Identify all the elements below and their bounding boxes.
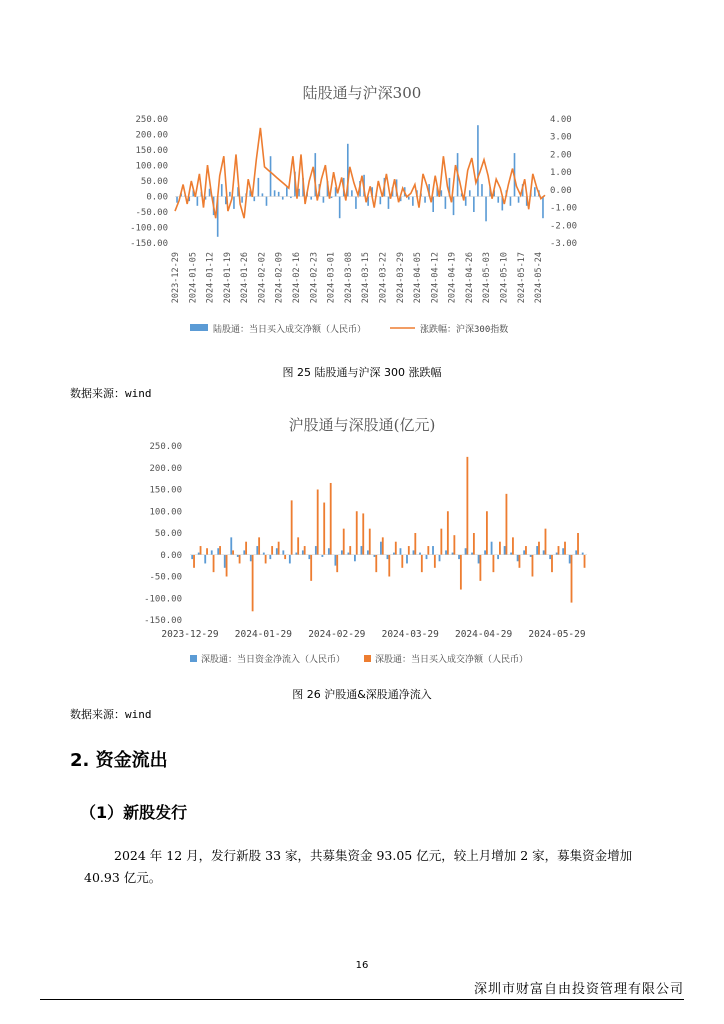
bar-mark-a (295, 553, 297, 555)
legend-line-label: 涨跌幅：沪深300指数 (420, 325, 509, 335)
x-tick-label: 2024-02-16 (292, 252, 303, 304)
bar-mark (221, 184, 223, 196)
bar-mark-b (206, 548, 208, 555)
bar-mark-a (406, 555, 408, 564)
bar-mark-a (543, 550, 545, 554)
left-tick-label: 0.00 (146, 192, 168, 203)
bar-mark (469, 190, 471, 196)
bar-mark-b (564, 542, 566, 555)
x-tick-label: 2024-03-22 (378, 252, 389, 304)
bar-mark-a (328, 548, 330, 555)
bar-mark-a (393, 553, 395, 555)
bar-mark-b (258, 537, 260, 554)
x-tick-label: 2024-01-29 (234, 629, 293, 640)
bar-mark (477, 125, 479, 196)
bar-mark-b (297, 537, 299, 554)
bar-mark (310, 197, 312, 200)
bar-mark (510, 197, 512, 206)
bar-mark-b (284, 555, 286, 559)
x-tick-label: 2024-05-24 (534, 252, 545, 304)
bar-mark-b (252, 555, 254, 612)
bar-mark-a (347, 553, 349, 555)
x-tick-label: 2024-02-09 (274, 252, 285, 304)
bar-mark (339, 197, 341, 219)
bar-mark-a (439, 555, 441, 562)
bar-mark-a (452, 553, 454, 555)
bar-mark-a (445, 550, 447, 554)
bar-mark-a (556, 553, 558, 555)
bar-mark-b (414, 533, 416, 555)
bar-mark (518, 197, 520, 203)
x-tick-label: 2024-01-26 (240, 252, 251, 304)
bar-mark (424, 197, 426, 203)
bar-mark-a (302, 550, 304, 554)
right-tick-label: 2.00 (550, 150, 572, 161)
right-tick-label: 1.00 (550, 168, 572, 179)
bar-mark-a (211, 550, 213, 554)
series-line (175, 128, 545, 218)
bar-mark-b (519, 555, 521, 568)
bar-mark-a (510, 553, 512, 555)
bar-mark-a (471, 553, 473, 555)
footer-divider (40, 999, 684, 1000)
bar-mark-b (317, 490, 319, 555)
bar-mark-b (532, 555, 534, 577)
bar-mark-a (504, 546, 506, 555)
bar-mark (233, 197, 235, 209)
bar-mark-b (408, 546, 410, 555)
bar-mark-b (271, 546, 273, 555)
bar-mark-b (486, 511, 488, 555)
bar-mark-a (536, 546, 538, 555)
x-tick-label: 2024-05-17 (516, 252, 527, 304)
bar-mark (241, 197, 243, 203)
bar-mark-a (237, 555, 239, 557)
bar-mark-b (226, 555, 228, 577)
bar-mark-a (361, 546, 363, 555)
bar-mark (266, 197, 268, 206)
bar-mark-b (584, 555, 586, 568)
bar-mark-a (478, 555, 480, 564)
section-heading: 2. 资金流出 (70, 750, 168, 771)
bar-mark (445, 197, 447, 209)
left-tick-label: 0.00 (160, 550, 182, 561)
bar-mark (286, 187, 288, 196)
bar-mark-b (473, 533, 475, 555)
bar-mark-b (506, 494, 508, 555)
bar-mark (262, 193, 264, 196)
chart1-svg (0, 0, 724, 360)
bar-mark (258, 178, 260, 197)
bar-mark-a (289, 555, 291, 564)
chart1-title: 陆股通与沪深300 (302, 84, 422, 102)
bar-mark-b (512, 537, 514, 554)
bar-mark-b (343, 529, 345, 555)
x-tick-label: 2024-05-29 (528, 629, 586, 640)
bar-mark-b (466, 457, 468, 555)
bar-mark-a (354, 555, 356, 562)
bar-mark-b (571, 555, 573, 603)
left-tick-label: 150.00 (135, 146, 168, 156)
right-tick-label: 0.00 (550, 185, 572, 196)
bar-mark-b (356, 511, 358, 555)
company-name: 深圳市财富自由投资管理有限公司 (473, 982, 684, 997)
bar-mark (534, 187, 536, 196)
bar-mark-b (304, 546, 306, 555)
bar-mark-b (440, 529, 442, 555)
bar-mark-a (413, 550, 415, 554)
bar-mark-a (484, 550, 486, 554)
bar-mark-b (336, 555, 338, 572)
bar-mark-b (525, 546, 527, 555)
bar-mark-b (551, 555, 553, 572)
bar-mark-b (310, 555, 312, 581)
bar-mark-b (219, 546, 221, 555)
left-tick-label: 150.00 (149, 485, 182, 496)
bar-mark-b (395, 542, 397, 555)
bar-mark-a (308, 555, 310, 559)
right-tick-label: -2.00 (550, 221, 578, 232)
right-tick-label: -1.00 (550, 203, 578, 214)
x-tick-label: 2024-04-29 (454, 629, 513, 640)
bar-mark-b (349, 546, 351, 555)
bar-mark-a (224, 555, 226, 568)
bar-mark (408, 197, 410, 200)
left-tick-label: 200.00 (135, 130, 168, 141)
bar-mark-a (230, 537, 232, 554)
bar-mark-b (200, 546, 202, 555)
bar-mark-a (269, 555, 271, 559)
bar-mark-a (191, 555, 193, 559)
bar-mark-a (276, 548, 278, 555)
left-tick-label: 100.00 (149, 507, 182, 518)
legend-a-label: 深股通：当日资金净流入（人民币） (201, 655, 346, 665)
bar-mark (351, 190, 353, 196)
chart2-svg (0, 420, 724, 680)
bar-mark (380, 197, 382, 205)
legend-a-swatch (190, 655, 197, 662)
bar-mark (481, 184, 483, 196)
bar-mark-b (375, 555, 377, 572)
bar-mark-a (419, 553, 421, 555)
left-tick-label: -100.00 (130, 223, 168, 234)
bar-mark-a (341, 550, 343, 554)
bar-mark-a (400, 548, 402, 555)
bar-mark-b (538, 542, 540, 555)
bar-mark-b (421, 555, 423, 572)
bar-mark-b (245, 542, 247, 555)
bar-mark-a (530, 555, 532, 557)
bar-mark (412, 197, 414, 206)
bar-mark (197, 197, 199, 206)
x-tick-label: 2024-01-12 (205, 252, 216, 304)
left-tick-label: 50.00 (140, 177, 168, 187)
bar-mark (253, 197, 255, 202)
bar-mark-a (517, 555, 519, 562)
x-tick-label: 2024-02-29 (308, 629, 366, 640)
bar-mark-b (401, 555, 403, 568)
bar-mark-b (545, 529, 547, 555)
x-tick-label: 2023-12-29 (161, 629, 219, 640)
bar-mark (270, 156, 272, 196)
bar-mark-a (204, 555, 206, 564)
bar-mark-a (321, 555, 323, 557)
bar-mark-a (549, 555, 551, 559)
bar-mark-a (250, 555, 252, 562)
bar-mark (282, 197, 284, 200)
bar-mark-b (330, 483, 332, 555)
bar-mark-a (217, 548, 219, 555)
bar-mark (388, 197, 390, 209)
bar-mark-b (239, 555, 241, 564)
bar-mark-a (315, 546, 317, 555)
bar-mark-a (374, 555, 376, 557)
bar-mark-a (569, 555, 571, 564)
bar-mark-b (493, 555, 495, 572)
bar-mark-a (243, 550, 245, 554)
x-tick-label: 2024-04-19 (447, 252, 458, 304)
section-subheading: （1）新股发行 (80, 803, 188, 822)
x-tick-label: 2023-12-29 (171, 252, 181, 304)
x-tick-label: 2024-03-15 (361, 252, 372, 304)
bar-mark-a (582, 553, 584, 555)
bar-mark-a (523, 550, 525, 554)
bar-mark-b (388, 555, 390, 577)
bar-mark (355, 197, 357, 209)
bar-mark-b (278, 542, 280, 555)
bar-mark-b (479, 555, 481, 581)
bar-mark (485, 197, 487, 222)
bar-mark (274, 190, 276, 196)
bar-mark-a (575, 550, 577, 554)
bar-mark (229, 192, 231, 197)
left-tick-label: 200.00 (149, 463, 182, 474)
bar-mark (542, 197, 544, 219)
bar-mark (441, 190, 443, 196)
bar-mark-b (193, 555, 195, 568)
bar-mark-b (369, 529, 371, 555)
bar-mark (453, 197, 455, 216)
chart2-source: 数据来源：wind (70, 708, 152, 721)
left-tick-label: -150.00 (130, 239, 168, 249)
bar-mark-b (232, 550, 234, 554)
bar-mark-a (198, 553, 200, 555)
x-tick-label: 2024-02-23 (309, 252, 320, 304)
right-tick-label: 3.00 (550, 132, 572, 143)
bar-mark-b (499, 542, 501, 555)
x-tick-label: 2024-04-05 (413, 252, 424, 304)
bar-mark-a (426, 555, 428, 559)
bar-mark-b (265, 555, 267, 564)
bar-mark (465, 197, 467, 206)
left-tick-label: -100.00 (144, 594, 182, 605)
bar-mark-a (497, 555, 499, 559)
legend-bar-swatch (190, 324, 208, 331)
x-tick-label: 2024-02-02 (257, 252, 268, 304)
left-tick-label: 50.00 (154, 529, 182, 539)
bar-mark-b (427, 546, 429, 555)
bar-mark-b (291, 500, 293, 554)
legend-b-swatch (364, 655, 371, 662)
right-tick-label: 4.00 (550, 115, 572, 125)
chart2-caption: 图 26 沪股通&深股通净流入 (292, 688, 432, 701)
left-tick-label: 250.00 (135, 115, 168, 125)
bar-mark-a (256, 546, 258, 555)
right-tick-label: -3.00 (550, 239, 578, 249)
x-tick-label: 2024-03-29 (381, 629, 439, 640)
bar-mark-a (562, 548, 564, 555)
bar-mark-a (263, 553, 265, 555)
bar-mark-b (382, 537, 384, 554)
bar-mark-a (491, 542, 493, 555)
x-tick-label: 2024-05-03 (482, 252, 493, 304)
x-tick-label: 2024-03-29 (395, 252, 406, 304)
x-tick-label: 2024-03-01 (326, 252, 337, 304)
left-tick-label: -50.00 (135, 208, 168, 218)
bar-mark-b (213, 555, 215, 572)
x-tick-label: 2024-04-26 (464, 252, 475, 304)
bar-mark (323, 197, 325, 203)
bar-mark-b (447, 511, 449, 555)
chart1-caption: 图 25 陆股通与沪深 300 涨跌幅 (282, 366, 442, 379)
page-number: 16 (355, 960, 369, 971)
bar-mark-a (380, 542, 382, 555)
chart2-title: 沪股通与深股通(亿元) (288, 416, 436, 434)
bar-mark-a (367, 550, 369, 554)
bar-mark-b (460, 555, 462, 590)
left-tick-label: -150.00 (144, 616, 182, 626)
bar-mark (473, 197, 475, 213)
bar-mark-b (577, 533, 579, 555)
bar-mark-b (362, 513, 364, 554)
bar-mark-a (387, 555, 389, 559)
bar-mark-a (282, 550, 284, 554)
left-tick-label: 100.00 (135, 161, 168, 172)
bar-mark-a (334, 555, 336, 566)
bar-mark (278, 192, 280, 197)
bar-mark-a (458, 555, 460, 559)
legend-bar-label: 陆股通：当日买入成交净额（人民币） (213, 325, 367, 335)
x-tick-label: 2024-01-05 (188, 252, 199, 304)
x-tick-label: 2024-03-08 (343, 252, 354, 304)
bar-mark-a (465, 548, 467, 555)
bar-mark-a (432, 546, 434, 555)
section-paragraph: 2024 年 12 月，发行新股 33 家，共募集资金 93.05 亿元，较上月增加 2 家，募集资金增加 40.93 亿元。 (84, 848, 633, 885)
x-tick-label: 2024-04-12 (430, 252, 441, 304)
bar-mark (497, 197, 499, 203)
left-tick-label: -50.00 (149, 572, 182, 583)
bar-mark (432, 197, 434, 213)
legend-b-label: 深股通：当日买入成交净额（人民币） (375, 655, 529, 665)
bar-mark-b (453, 535, 455, 555)
bar-mark-b (434, 555, 436, 568)
bar-mark-b (323, 503, 325, 555)
x-tick-label: 2024-05-10 (499, 251, 510, 304)
x-tick-label: 2024-01-19 (222, 251, 233, 304)
left-tick-label: 250.00 (149, 442, 182, 452)
chart1-source: 数据来源：wind (70, 387, 152, 400)
bar-mark-b (558, 546, 560, 555)
bar-mark (176, 197, 178, 203)
